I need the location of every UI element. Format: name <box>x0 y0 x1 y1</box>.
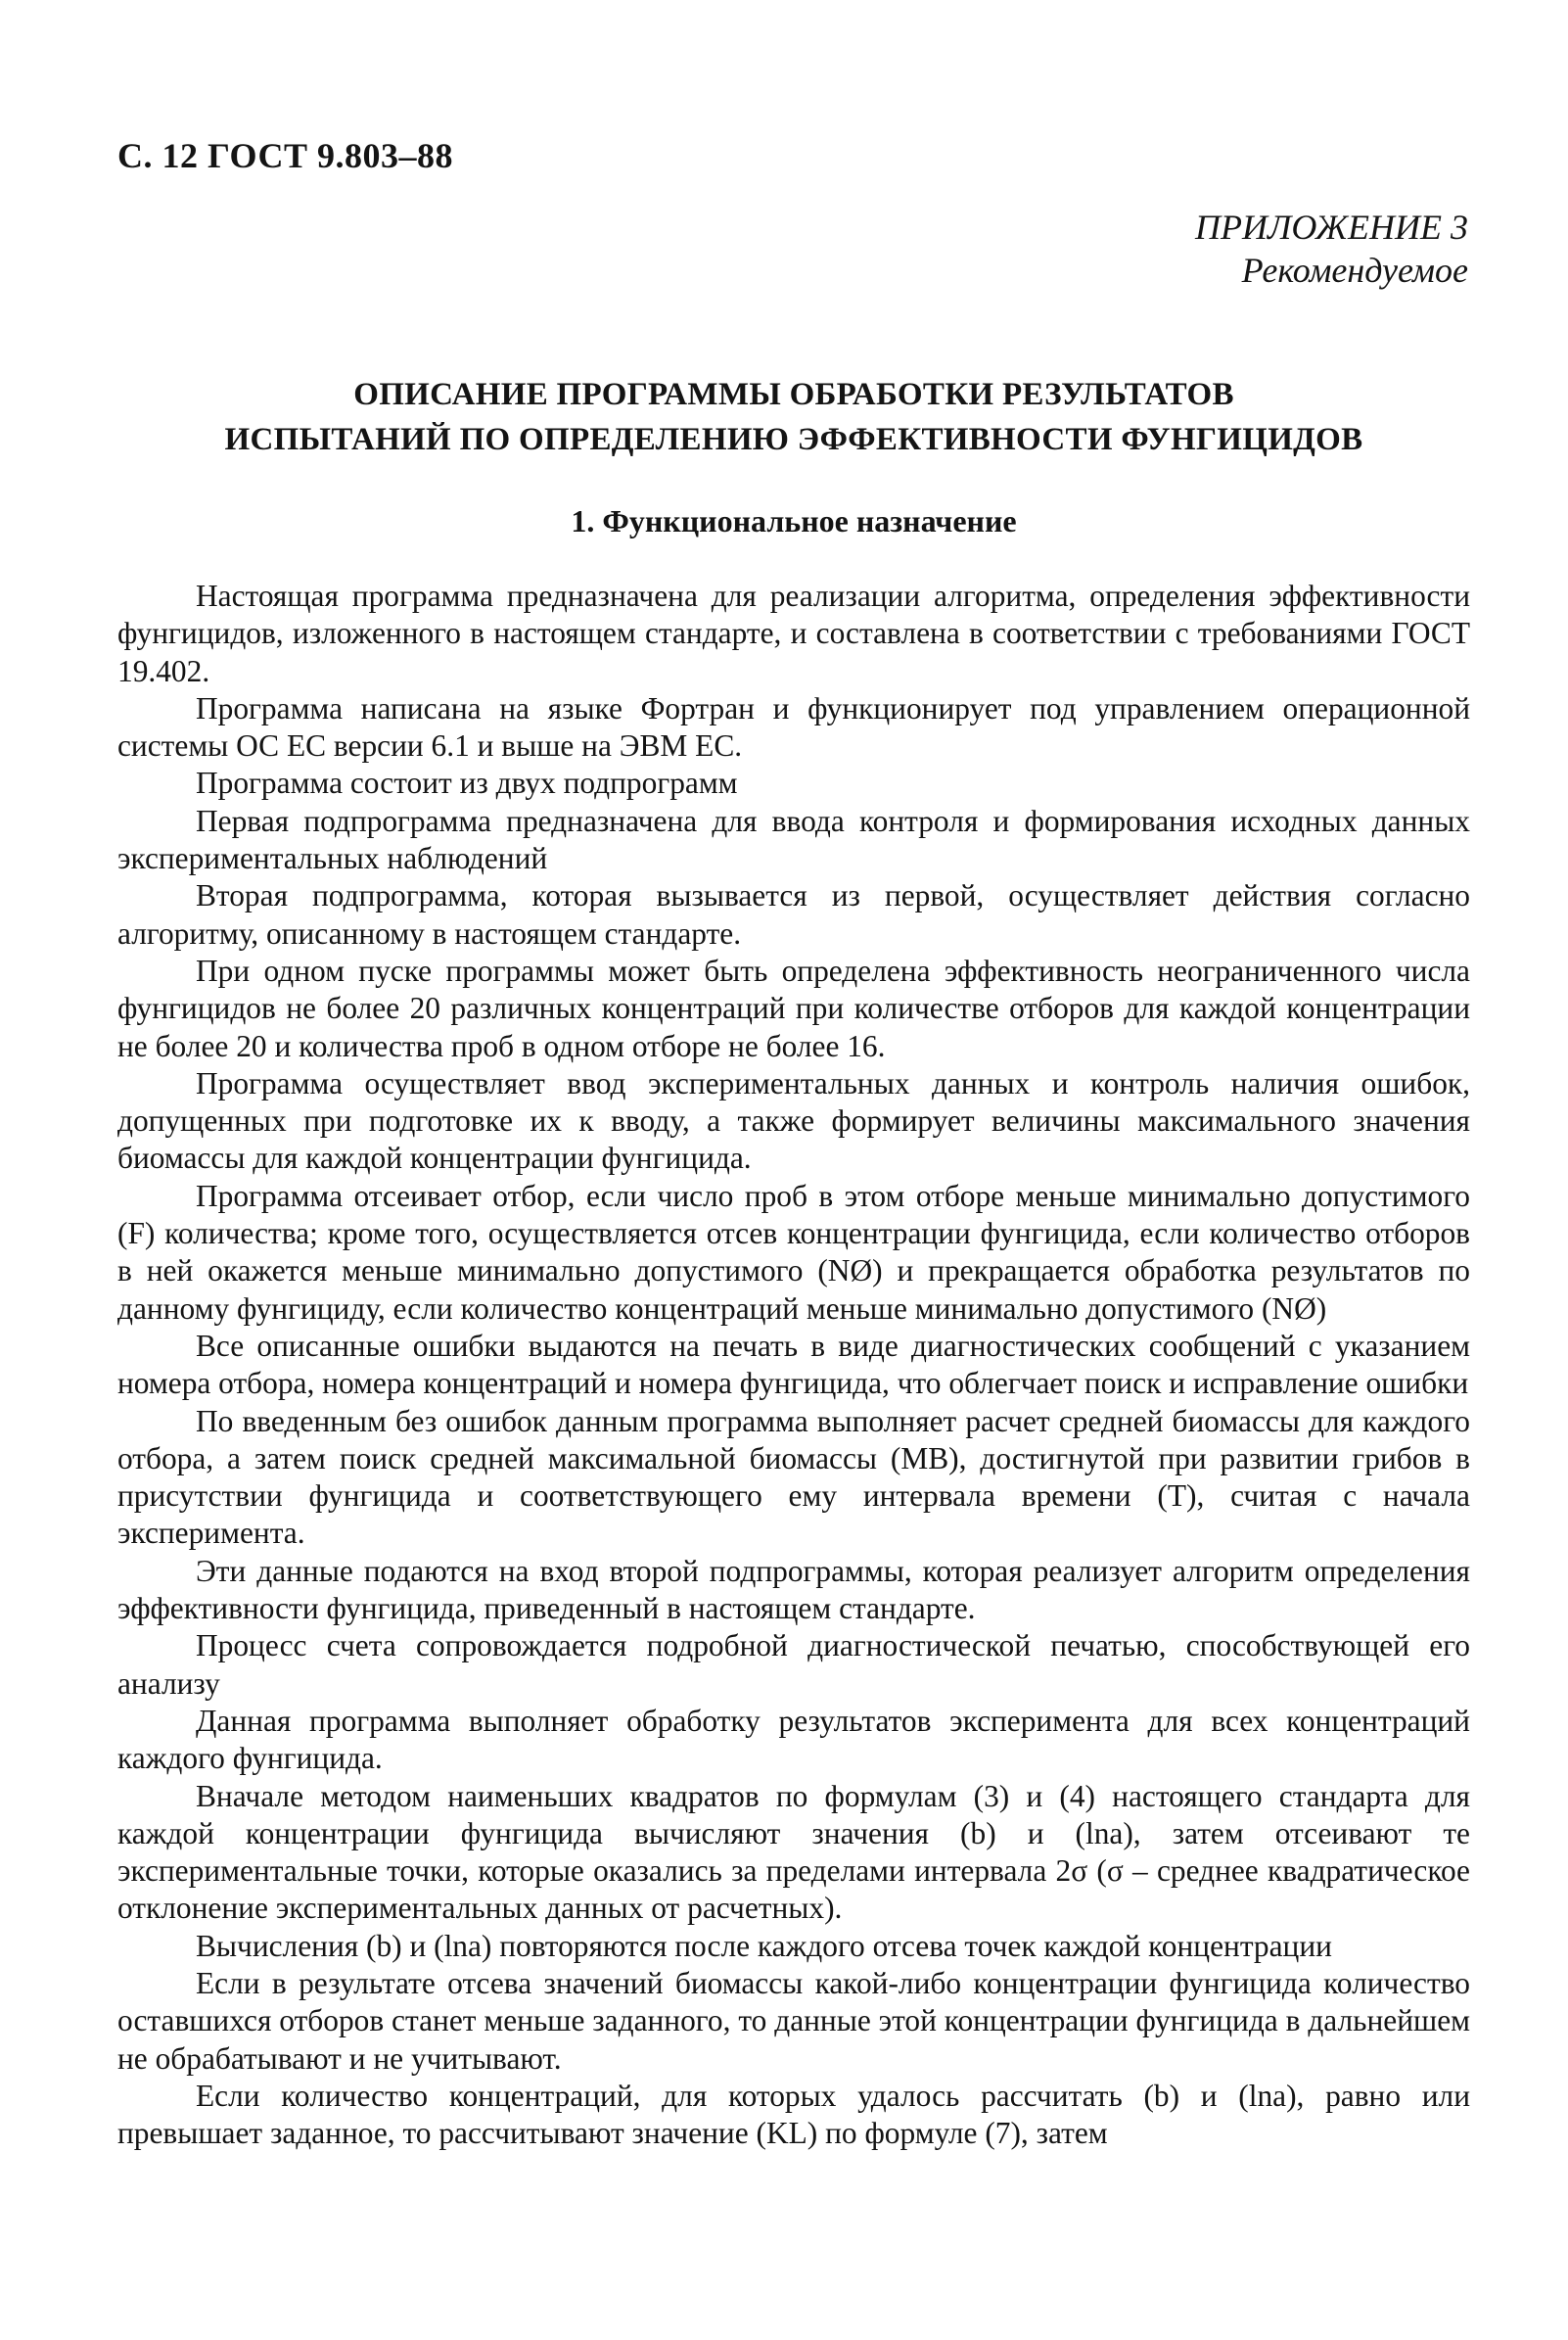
paragraph: Программа осуществляет ввод экспериментальных данных и контроль наличия ошибок, допущенных при подготовке их к вводу, а также формирует величины максимального значения биомассы для каждой концентрации фунгицида. <box>117 1065 1470 1176</box>
paragraph: Программа отсеивает отбор, если число проб в этом отборе меньше минимально допустимого (F) количества; кроме того, осуществляется отсев концентрации фунгицида, если количество отборов в ней окажется меньше минимально допустимого (NØ) и прекращается обработка результатов по данному фунгициду, если количество концентраций меньше минимально допустимого (NØ) <box>117 1178 1470 1326</box>
appendix-label: ПРИЛОЖЕНИЕ 3 <box>1195 208 1468 247</box>
paragraph: Вначале методом наименьших квадратов по формулам (3) и (4) настоящего стандарта для каждой концентрации фунгицида вычисляют значения (b) и (lna), затем отсеивают те экспериментальные точки, которые оказались за пределами интервала 2σ (σ – среднее квадратическое отклонение экспериментальных данных от расчетных). <box>117 1778 1470 1926</box>
appendix-status: Рекомендуемое <box>1241 251 1468 290</box>
paragraph: Если количество концентраций, для которых удалось рассчитать (b) и (lna), равно или превышает заданное, то рассчитывают значение (KL) по формуле (7), затем <box>117 2078 1470 2151</box>
paragraph: По введенным без ошибок данным программа выполняет расчет средней биомассы для каждого отбора, а затем поиск средней максимальной биомассы (МВ), достигнутой при развитии грибов в присутствии фунгицида и соответствующего ему интервала времени (T), считая с начала эксперимента. <box>117 1403 1470 1551</box>
title-line-1: ОПИСАНИЕ ПРОГРАММЫ ОБРАБОТКИ РЕЗУЛЬТАТОВ <box>353 377 1234 412</box>
page-header: С. 12 ГОСТ 9.803–88 <box>117 136 453 175</box>
body-text <box>117 578 1470 2152</box>
paragraph: Данная программа выполняет обработку результатов эксперимента для всех концентраций каждого фунгицида. <box>117 1703 1470 1776</box>
paragraph: Программа написана на языке Фортран и функционирует под управлением операционной системы ОС ЕС версии 6.1 и выше на ЭВМ ЕС. <box>117 690 1470 764</box>
title-line-2: ИСПЫТАНИЙ ПО ОПРЕДЕЛЕНИЮ ЭФФЕКТИВНОСТИ ФУНГИЦИДОВ <box>224 422 1363 457</box>
paragraph: Все описанные ошибки выдаются на печать в виде диагностических сообщений с указанием номера отбора, номера концентраций и номера фунгицида, что облегчает поиск и исправление ошибки <box>117 1328 1470 1401</box>
paragraph: Вычисления (b) и (lna) повторяются после каждого отсева точек каждой концентрации <box>196 1928 1332 1963</box>
paragraph: Первая подпрограмма предназначена для ввода контроля и формирования исходных данных экспериментальных наблюдений <box>117 803 1470 876</box>
paragraph: Программа состоит из двух подпрограмм <box>196 766 738 801</box>
paragraph: При одном пуске программы может быть определена эффективность неограниченного числа фунгицидов не более 20 различных концентраций при количестве отборов для каждой концентрации не более 20 и количества проб в одном отборе не более 16. <box>117 953 1470 1063</box>
paragraph: Эти данные подаются на вход второй подпрограммы, которая реализует алгоритм определения эффективности фунгицида, приведенный в настоящем стандарте. <box>117 1553 1470 1626</box>
paragraph: Если в результате отсева значений биомассы какой-либо концентрации фунгицида количество оставшихся отборов станет меньше заданного, то данные этой концентрации фунгицида в дальнейшем не обрабатывают и не учитывают. <box>117 1965 1470 2076</box>
appendix-block <box>1195 206 1468 292</box>
section-heading: 1. Функциональное назначение <box>571 503 1017 538</box>
paragraph: Настоящая программа предназначена для реализации алгоритма, определения эффективности фунгицидов, изложенного в настоящем стандарте, и составлена в соответствии с требованиями ГОСТ 19.402. <box>117 579 1470 688</box>
paragraph: Процесс счета сопровождается подробной диагностической печатью, способствующей его анализу <box>117 1628 1470 1701</box>
document-title <box>117 372 1470 462</box>
paragraph: Вторая подпрограмма, которая вызывается из первой, осуществляет действия согласно алгоритму, описанному в настоящем стандарте. <box>117 878 1470 951</box>
